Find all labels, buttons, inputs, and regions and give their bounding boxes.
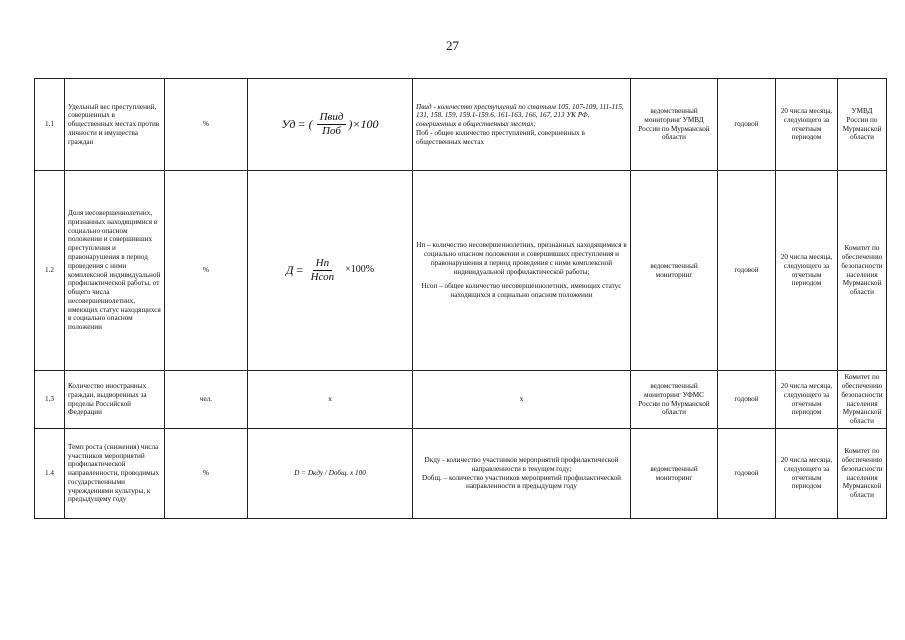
description-line: Нсоп – общее количество несовершеннолетних, имеющих статус находящихся в социально опасном положении — [421, 282, 622, 300]
responsible: УМВД России по Мурманской области — [838, 79, 887, 171]
unit: % — [165, 429, 248, 519]
row-number: 1.3 — [35, 371, 65, 429]
formula-lhs: Д — [285, 263, 294, 278]
formula-numerator: Пвид — [317, 111, 347, 125]
formula-eq: = ( — [297, 117, 313, 132]
page-number: 27 — [446, 38, 459, 53]
deadline: 20 числа месяца, следующего за отчетным периодом — [776, 429, 838, 519]
formula-rhs: ×100% — [345, 264, 375, 276]
indicators-table — [34, 78, 887, 519]
data-source: ведомственный мониторинг — [631, 429, 718, 519]
description: х — [413, 371, 631, 429]
formula-denominator: Поб — [322, 125, 341, 137]
table-row — [35, 429, 887, 519]
formula-expression — [282, 111, 379, 139]
formula-denominator: Нсоп — [310, 271, 335, 283]
table-row — [35, 79, 887, 171]
formula-fraction — [317, 111, 347, 139]
unit: чел. — [165, 371, 248, 429]
formula — [248, 171, 413, 371]
deadline: 20 числа месяца, следующего за отчетным периодом — [776, 371, 838, 429]
description — [413, 429, 631, 519]
responsible: Комитет по обеспечению безопасности населения Мурманской области — [838, 371, 887, 429]
data-source: ведомственный мониторинг — [631, 171, 718, 371]
formula-rhs: )×100 — [348, 117, 379, 132]
unit: % — [165, 171, 248, 371]
periodicity: годовой — [718, 171, 776, 371]
formula-eq: = — [295, 263, 304, 278]
description — [413, 171, 631, 371]
formula-lhs: Уд — [281, 117, 296, 132]
row-number: 1.1 — [35, 79, 65, 171]
formula: х — [248, 371, 413, 429]
indicator-name: Удельный вес преступлений, совершенных в общественных местах против личности и имущества граждан — [65, 79, 165, 171]
table-row — [35, 371, 887, 429]
formula-expression — [286, 257, 374, 285]
description — [413, 79, 631, 171]
indicator-name: Темп роста (снижения) числа участников мероприятий профилактической направленности, проводимых государственными учреждениями культуры, к предыдущему году — [65, 429, 165, 519]
row-number: 1.2 — [35, 171, 65, 371]
data-source: ведомственный мониторинг УМВД России по Мурманской области — [631, 79, 718, 171]
description-line: Поб - общее количество преступлений, совершенных в общественных местах — [416, 128, 585, 146]
formula — [248, 79, 413, 171]
formula-fraction — [308, 257, 338, 285]
unit: % — [165, 79, 248, 171]
data-source: ведомственный мониторинг УФМС России по Мурманской области — [631, 371, 718, 429]
description-line: Нп – количество несовершеннолетних, признанных находящимися в социально опасном положении и совершивших преступления и правонарушения в период проведения с ними комплексной индивидуальной профилактической работы; — [416, 241, 627, 276]
formula: D = Dкду / Dобщ. х 100 — [248, 429, 413, 519]
formula-numerator: Нп — [313, 257, 332, 271]
description-line: Dобщ. – количество участников мероприятий профилактической направленности в предыдущем году — [422, 473, 621, 491]
responsible: Комитет по обеспечению безопасности населения Мурманской области — [838, 171, 887, 371]
indicator-name: Количество иностранных граждан, выдворенных за пределы Российской Федерации — [65, 371, 165, 429]
responsible: Комитет по обеспечению безопасности населения Мурманской области — [838, 429, 887, 519]
row-number: 1.4 — [35, 429, 65, 519]
indicator-name: Доля несовершеннолетних, признанных находящимися в социально опасном положении и совершивших преступления и правонарушения в период проведения с ними комплексной индивидуальной профилактической работы, от общего числа несовершеннолетних, имеющих статус находящихся в социально опасном положении — [65, 171, 165, 371]
deadline: 20 числа месяца, следующего за отчетным периодом — [776, 171, 838, 371]
description-line: Пвид - количество преступлений по статьям 105, 107-109, 111-115, 131, 158, 159, 159.1-159.6, 161-163, 166, 167, 213 УК РФ, совершенных в общественных местах; — [416, 102, 624, 129]
table-row — [35, 171, 887, 371]
periodicity: годовой — [718, 429, 776, 519]
periodicity: годовой — [718, 371, 776, 429]
description-line: Dкду - количество участников мероприятий профилактической направленности в текущем году; — [424, 455, 619, 473]
deadline: 20 числа месяца, следующего за отчетным периодом — [776, 79, 838, 171]
periodicity: годовой — [718, 79, 776, 171]
